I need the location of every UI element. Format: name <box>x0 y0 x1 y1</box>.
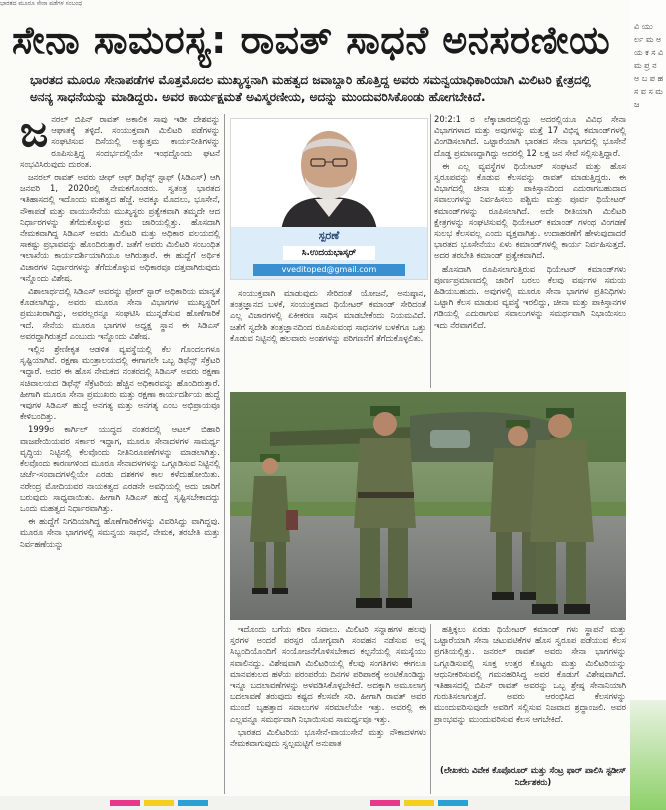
paragraph: ವಿಶಾಲಾರ್ಥದಲ್ಲಿ ಸಿಡಿಎಸ್ ಅವರನ್ನು ಫೋರ್ ಸ್ಟಾರ್ ಅಧಿಕಾರಿಯ ಮಾನ್ಯತೆ ಕೊಡಲಾಗಿದ್ದು, ಅವರು ಮೂರೂ ಸೇನಾ ವಿಭಾಗಗಳ ಮುಖ್ಯಸ್ಥರಿಗೆ ಪ್ರಮುಖರಾಗಿದ್ದು, ಅವರಲ್ಲರನ್ನೂ ಸಂಘಟಿಸಿ ಮುನ್ನಡೆಸುವ ಹೊಣೆಗಾರಿಕೆ ಇದೆ. ಸೇನೆಯ ಮೂರೂ ಭಾಗಗಳ ಅಧ್ಯಕ್ಷ ಸ್ಥಾನ ಈ ಸಿಡಿಎಸ್ ಅವರದ್ದಾಗಿರುತ್ತದೆ ಎಂಬುದು ಇನ್ನೊಂದು ವಿಶೇಷ. <box>20 286 220 341</box>
section-title: ಸ್ಪರಣೆ <box>318 229 340 242</box>
paragraph: ಇಲ್ಲಿನ ಶ್ರೇಣೀಕೃತ ಆಡಳಿತ ವ್ಯವಸ್ಥೆಯಲ್ಲಿ ಕೆಲ ಗೊಂದಲಗಳೂ ಸೃಷ್ಟಿಯಾಗಿವೆ. ರಕ್ಷಣಾ ಮಂತ್ರಾಲಯದಲ್ಲಿ ಈಗಾಗಲೇ ಒಬ್ಬ ಡಿಫೆನ್ಸ್ ಸೆಕ್ರೆಟರಿ ಇದ್ದಾರೆ. ಅದರ ಈ ಹೊಸ ನೇಮಕದ ನಂತರದಲ್ಲಿ ಸಿಡಿಎಸ್ ಅವರು ರಕ್ಷಣಾ ಸಚಿವಾಲಯದ ಡಿಫೆನ್ಸ್ ಸೆಕ್ರೆಟರಿಯ ಹೆಚ್ಚಿನ ಅಧಿಕಾರವನ್ನು ಹೊಂದಿರುತ್ತಾರೆ. ಹೀಗಾಗಿ ಮೂರೂ ಸೇನಾ ಪ್ರಮುಖರು ಮತ್ತು ರಕ್ಷಣಾ ಕಾರ್ಯದರ್ಶಿಯ ಹುದ್ದೆ ಇವುಗಳ ಸಿಡಿಎಸ್ ಹುದ್ದೆ ಅನಗತ್ಯ ಮತ್ತು ಅನಗತ್ಯ ಎಂಬ ಅಭಿಪ್ರಾಯವೂ ಕೇಳಿಬಂದಿತ್ತು. <box>20 344 220 422</box>
author-label <box>231 227 427 279</box>
paragraph: 20:2:1 ರ ಲೆಕ್ಕಾಚಾರದಲ್ಲಿದ್ದು ಅದರಲ್ಲಿಯೂ ವಿವಿಧ ಸೇನಾ ವಿಭಾಗಗಳಾದ ಮತ್ತು ಅವುಗಳನ್ನು ಮತ್ತೆ 17 ವಿಭಿನ್ನ ಕಮಾಂಡ್‌ಗಳಲ್ಲಿ ವಿಂಗಡಿಸಲಾಗಿದೆ. ಒಟ್ಟಾರೆಯಾಗಿ ಭಾರತದ ಸೇನಾ ಭಾಗದಲ್ಲಿ ಭೂಸೇನೆ ದೊಡ್ಡ ಪ್ರಮಾಣದ್ದಾಗಿದ್ದು ಅದರಲ್ಲಿ 12 ಲಕ್ಷ ಜನ ಸೇವೆ ಸಲ್ಲಿಸುತ್ತಿದ್ದಾರೆ. <box>434 114 626 158</box>
print-registration-marks <box>110 800 510 806</box>
column-2-lower <box>230 624 426 794</box>
paragraph: ನರಲ್ ಬಿಪಿನ್ ರಾವತ್ ಅಕಾಲಿಕ ಸಾವು ಇಡೀ ದೇಶವನ್ನು ಆಘಾತಕ್ಕೆ ತಳ್ಳಿದೆ. ಸಂಯುಕ್ತವಾಗಿ ಮಿಲಿಟರಿ ಪಡೆಗಳನ್ನು ಸಂಘಟಿಸುವ ದಿಸೆಯಲ್ಲಿ ಅತ್ಯುತ್ತಮ ಕಾರ್ಯನೀತಿಗಳನ್ನು ರೂಪಿಸುತ್ತಿದ್ದ ಸಂದರ್ಭದಲ್ಲಿಯೇ ಇಂಥದ್ದೊಂದು ಘಟನೆ ಸಂಭವಿಸಿರುವುದು ದುರಂತ. <box>20 114 220 169</box>
paragraph: ಸಂಯುಕ್ತವಾಗಿ ಮಾಡುವುದು ಸೇರಿದಂತೆ ಯೋಜನೆ, ಅನುಷ್ಠಾನ, ತಂತ್ರಜ್ಞಾನದ ಬಳಕೆ, ಸಂಯುಕ್ತವಾದ ಥಿಯೇಟರ್ ಕಮಾಂಡ್ ಸೇರಿದಂತೆ ಎಲ್ಲ ವಿಚಾರಗಳಲ್ಲಿ ಏಕೀಕರಣ ಸಾಧಿಸ ಮಾಡಬೇಕೆಂದು ನಿಯಮವಿದೆ. ಜತೆಗೆ ಸ್ವದೇಶಿ ತಂತ್ರಜ್ಞಾನದಿಂದ ರೂಪಿಸುವಂಥ ಸಾಧನಗಳ ಬಳಕೆಗೂ ಒತ್ತು ಕೊಡುವ ನಿಟ್ಟಿನಲ್ಲಿ ಹಲವಾರು ಅಂಶಗಳನ್ನು ಪರಿಗಣನೆಗೆ ತೆಗೆದುಕೊಳ್ಳಲಿತು. <box>230 288 426 343</box>
author-credit: (ಲೇಖಕರು ವಿವೇಕ ಕೊಪೊರೂರ್ ಮತ್ತು ಸೆಂಟ್ರ ಫಾರ್ ಪಾಲಿಸಿ ಸ್ಟಡೀಸ್ ನಿರ್ದೇಶಕರು) <box>440 765 626 787</box>
page-footer <box>0 796 630 810</box>
dropcap: ಜ <box>20 114 49 156</box>
author-photo <box>259 121 399 231</box>
author-name: ಸಿ.ಉದಯಭಾಸ್ಕರ್ <box>283 246 375 260</box>
adjacent-page-text: ವಿ ಯು ರ್ಲ ಮ ಅ ಯ ಕ ಸ ವಿ ಮ ಪ್ರ ನ ಅ ಬ ಪ ಹ ಸ ವ ಸ ಮ ಜ <box>634 22 664 109</box>
author-email: vveditoped@gmail.com <box>253 264 405 276</box>
page-glare <box>630 700 666 810</box>
soldiers-photo <box>230 392 626 620</box>
subhead: ಭಾರತದ ಮೂರೂ ಸೇನಾಪಡೆಗಳ ಮೊತ್ತಮೊದಲ ಮುಖ್ಯಸ್ಥನಾಗಿ ಮಹತ್ವದ ಜವಾಬ್ದಾರಿ ಹೊತ್ತಿದ್ದ ಅವರು ಸಮನ್ವಯಾಧಿಕಾರಿಯಾಗಿ ಮಿಲಿಟರಿ ಕ್ಷೇತ್ರದಲ್ಲಿ ಅನನ್ಯ ಸಾಧನೆಯನ್ನು ಮಾಡಿದ್ದರು. ಅವರ ಕಾರ್ಯಕ್ಷಮತೆ ಅವಿಸ್ಮರಣೀಯ, ಅದನ್ನು ಮುಂದುವರಿಸಿಕೊಂಡು ಹೋಗಬೇಕಿದೆ. <box>30 73 591 104</box>
paragraph: ಈ ಹುದ್ದೆಗೆ ನಿಗದಿಯಾಗಿದ್ದ ಹೊಣೆಗಾರಿಕೆಗಳನ್ನು ವಿವರಿಸಿದ್ದು ವಾಗಿದ್ದವು. ಮೂರೂ ಸೇನಾ ಭಾಗಗಳಲ್ಲಿ ಸಮನ್ವಯ ಸಾಧನೆ, ನೇಮಕ, ತರಬೇತಿ ಮತ್ತು ನಿರ್ವಹಣೆಯನ್ನು <box>20 516 220 549</box>
paragraph: ಭಾರತದ ಮಿಲಿಟರಿಯ ಭೂಸೇನೆ-ವಾಯುಸೇನೆ ಮತ್ತು ನೌಕಾದಳಗಳು ನೇಮಕವಾಗುವುದು ಸ್ವಲ್ಪಮಟ್ಟಿಗೆ ಅನುಪಾತ <box>230 726 426 749</box>
adjacent-page-edge <box>630 0 666 810</box>
column-2 <box>230 288 426 388</box>
paragraph: ಹತ್ತಿಕ್ಕಲು ಏರಡು ಥಿಯೇಟರ್ ಕಮಾಂಡ್ ಗಳು ಸ್ಥಾಪನೆ ಮತ್ತು ಒಟ್ಟಾರೆಯಾಗಿ ಸೇನಾ ಚಟುವಟಿಕೆಗಳ ಹೊಸ ಸ್ವರೂಪ ಪಡೆಯುವ ಕೆಲಸ ಪ್ರಗತಿಯಲ್ಲಿತ್ತು. ಜನರಲ್ ರಾವತ್ ಅವರು ಸೇನಾ ಭಾಗಗಳನ್ನು ಒಗ್ಗೂಡಿಸುವಲ್ಲಿ ಸೂಕ್ತ ಉತ್ತರ ಕೊಟ್ಟರು ಮತ್ತು ಮಿಲಿಟರಿಯನ್ನು ಆಧುನೀಕರಿಸುವಲ್ಲಿ ಗಮನಹರಿಸಿದ್ದ ಅವರ ಕೊಡುಗೆ ವಿಶೇಷವಾಗಿದೆ. ಇತಿಹಾಸದಲ್ಲಿ ಬಿಪಿನ್ ರಾವತ್ ಅವರನ್ನು ಒಬ್ಬ ಶ್ರೇಷ್ಠ ಸೇನಾನಿಯಾಗಿ ಗುರುತಿಸಲಾಗುತ್ತದೆ. ಅವರು ಆರಂಭಿಸಿದ ಕೆಲಸಗಳನ್ನು ಮುಂದುವರಿಸುವುದೇ ಅವರಿಗೆ ಸಲ್ಲಿಸುವ ನಿಜವಾದ ಶ್ರದ್ಧಾಂಜಲಿ. ಅವರ ಪ್ರಾಂಭವನ್ನು ಮುಂದುವರಿಸುವ ಕೆಲಸ ಆಗಬೇಕಿದೆ. <box>434 624 626 724</box>
column-divider <box>430 624 431 794</box>
column-1 <box>20 114 220 796</box>
column-divider <box>224 114 225 794</box>
column-divider <box>430 114 431 388</box>
column-3-lower <box>434 624 626 762</box>
top-strip: ಭಾರತದ ಮೂರೂ ಸೇನಾ ಪಡೆಗಳ ಸಂಬಂಧ <box>0 0 83 7</box>
author-portrait-image <box>259 121 399 231</box>
paragraph: 1999ರ ಕಾರ್ಗಿಲ್ ಯುದ್ಧದ ನಂತರದಲ್ಲಿ ಆಟಲ್ ಬಿಹಾರಿ ವಾಜಪೇಯಿಯವರ ಸರ್ಕಾರ ಇದ್ದಾಗ, ಮೂರೂ ಸೇನಾದಳಗಳ ಸಾಮರ್ಥ್ಯ ವೃದ್ಧಿಯ ನಿಟ್ಟಿನಲ್ಲಿ ಕೆಲವೊಂದು ನೀತಿನಿರೂಪಣೆಗಳನ್ನು ಮಾಡಲಾಗಿತ್ತು. ಕೆಲವೊಂದು ಕಾರಣಗಳಿಂದ ಮೂರೂ ಸೇನಾದಳಗಳನ್ನು ಒಗ್ಗೂಡಿಸುವ ನಿಟ್ಟಿನಲ್ಲಿ ಚರ್ಚೆ-ಸಂವಾದಗಳಲ್ಲಿಯೇ ಎರಡು ದಶಕಗಳ ಕಾಲ ಕಳೆದುಹೋಯಿತು. ನರೇಂದ್ರ ಮೋದಿಯವರ ನಾಯಕತ್ವದ ಎರಡನೇ ಅವಧಿಯಲ್ಲಿ ಅದು ಜಾರಿಗೆ ಬರುವುದು ಸಾಧ್ಯವಾಯಿತು. ಹೀಗಾಗಿ ಸಿಡಿಎಸ್ ಹುದ್ದೆ ಸೃಷ್ಟಿಸಬೇಕಾದದ್ದು ಒಂದು ಮಹತ್ವದ ನಿರ್ಧಾರವಾಗಿತ್ತು. <box>20 424 220 513</box>
paragraph: ಹೊಸದಾಗಿ ರೂಪಿಸಲಾಗುತ್ತಿರುವ ಥಿಯೇಟರ್ ಕಮಾಂಡ್‌ಗಳು ಪೂರ್ಣಪ್ರಮಾಣದಲ್ಲಿ ಜಾರಿಗೆ ಬರಲು ಕೆಲವು ವರ್ಷಗಳ ಸಮಯ ಹಿಡಿಯಬಹುದು. ಅವುಗಳಲ್ಲಿ ಮೂರೂ ಸೇನಾ ಭಾಗಗಳ ಪ್ರತಿನಿಧಿಗಳು ಒಟ್ಟಾಗಿ ಕೆಲಸ ಮಾಡುವ ವ್ಯವಸ್ಥೆ ಇರಲಿದ್ದು, ಚೀನಾ ಮತ್ತು ಪಾಕಿಸ್ತಾನಗಳ ಗಡಿಯಲ್ಲಿ ಎದುರಾಗುವ ಸವಾಲುಗಳನ್ನು ಸಮರ್ಥವಾಗಿ ನಿಭಾಯಿಸಲು ಇದು ನೆರವಾಗಲಿದೆ. <box>434 263 626 330</box>
paragraph: ಜನರಲ್ ರಾವತ್ ಅವರು ಚೀಫ್ ಆಫ್ ಡಿಫೆನ್ಸ್ ಸ್ಟಾಫ್ (ಸಿಡಿಎಸ್) ಆಗಿ ಜನವರಿ 1, 2020ರಲ್ಲಿ ನೇಮಕಗೊಂಡರು. ಸ್ವತಂತ್ರ ಭಾರತದ ಇತಿಹಾಸದಲ್ಲಿ ಇದೊಂದು ಮಹತ್ವದ ಹೆಜ್ಜೆ. ಅದಕ್ಕೂ ಮೊದಲು, ಭೂಸೇನೆ, ನೌಕಾಪಡೆ ಮತ್ತು ವಾಯುಸೇನೆಯ ಮುಖ್ಯಸ್ಥರು ಪ್ರತ್ಯೇಕವಾಗಿ ತಮ್ಮದೇ ಆದ ನಿರ್ಧಾರಗಳನ್ನು ತೆಗೆದುಕೊಳ್ಳುವ ಕ್ರಮ ಜಾರಿಯಲ್ಲಿತ್ತು. ಹೊಸದಾಗಿ ನೇಮಕವಾಗಿದ್ದ ಸಿಡಿಎಸ್ ಅವರು ಮಿಲಿಟರಿ ಮತ್ತು ಅಧಿಕಾರ ವಲಯದಲ್ಲಿ ಸಾಕಷ್ಟು ಪ್ರಭಾವವನ್ನು ಹೊಂದಿರುತ್ತಾರೆ. ಜತೆಗೆ ಅವರು ಮಿಲಿಟರಿ ಸಂಬಂಧಿತ ಇಲಾಖೆಯ ಕಾರ್ಯದರ್ಶಿಯಾಗಿಯೂ ಆಗಿರುತ್ತಾರೆ. ಈ ಹುದ್ದೆಗೆ ಅರ್ಥಿಕ ವಿಚಾರಗಳ ನಿರ್ಧಾರಗಳನ್ನು ತೆಗೆದುಕೊಳ್ಳುವ ಅಧಿಕಾರವೂ ದತ್ತವಾಗಿರುವುದು ಇನ್ನೊಂದು ವಿಶೇಷ. <box>20 172 220 283</box>
paragraph: ಈ ಎಲ್ಲ ವ್ಯವಸ್ಥೆಗಳ ಥಿಯೇಟರ್ ಸಂಘಟನೆ ಮತ್ತು ಹೊಸ ಸ್ವರೂಪವನ್ನು ಕೊಡುವ ಕೆಲಸವನ್ನು ರಾವತ್ ಮಾಡುತ್ತಿದ್ದರು. ಈ ವಿಭಾಗದಲ್ಲಿ ಚೀನಾ ಮತ್ತು ಪಾಕಿಸ್ತಾನದಿಂದ ಎದುರಾಗಬಹುದಾದ ಸವಾಲುಗಳನ್ನು ನಿರ್ವಹಿಸಲು ಪಶ್ಚಿಮ ಮತ್ತು ಪೂರ್ವ ಥಿಯೇಟರ್ ಕಮಾಂಡ್‌ಗಳನ್ನು ರೂಪಿಸಲಾಗಿದೆ. ಅದೇ ರೀತಿಯಾಗಿ ಮಿಲಿಟರಿ ಕ್ಷೇತ್ರಗಳನ್ನು ಸಂಘಟಿಸುವಲ್ಲಿ ಥಿಯೇಟರ್ ಕಮಾಂಡ್ ಗಳಂಥ ವಿಂಗಡಣೆ ಸುಲಭ ಕೆಲಸವಲ್ಲ ಎಂದು ವ್ಯಕ್ತವಾಗಿತ್ತು. ಉದಾಹರಣೆಗೆ ಹೇಳುವುದಾದರೆ ಭಾರತದ ಭೂಸೇನೆಯು ಏಳು ಕಮಾಂಡ್‌ಗಳಲ್ಲಿ ಕಾರ್ಯ ನಿರ್ವಹಿಸುತ್ತದೆ. ಅದರ ತರಬೇತಿ ಕಮಾಂಡ್ ಪ್ರತ್ಯೇಕವಾಗಿದೆ. <box>434 160 626 261</box>
headline: ಸೇನಾ ಸಾಮರಸ್ಯ: ರಾವತ್ ಸಾಧನೆ ಅನಸರಣೀಯ <box>12 18 611 62</box>
paragraph: ಇದೊಂದು ಬಗೆಯ ಕಠಿಣ ಸವಾಲು. ಮಿಲಿಟರಿ ಸನ್ನಾಹಗಳ ಹಲವು ಸ್ತರಗಳ ಅಂದರೆ ಪರಸ್ಪರ ಯೋಗ್ಯವಾಗಿ ಸಂವಹನ ನಡೆಸುವ ಅನ್ನ ಸಿಬ್ಬಂದಿಯೊಂದಿಗೆ ಸಂಯೋಜನೆಗೊಳಿಸಬೇಕಾದ ಕಲ್ಪನೆಯಲ್ಲಿ ಸಮಸ್ಯೆಯು ಸವಾಲಿನದ್ದು. ವಿಶೇಷವಾಗಿ ಮಿಲಿಟರಿಯಲ್ಲಿ ಕೆಲವು ಸಂಗತಿಗಳು ಈಗಲೂ ಮಾನವಕುಲದ ಹಳೆಯ ಪರಂಪರೆಯ ದಿನಗಳ ಪರಿಪಾಠಕ್ಕೆ ಅಂಟಿಕೊಂಡಿದ್ದು ಇನ್ನೂ ಬದಲಾವಣೆಗಳನ್ನು ಅಳವಡಿಸಿಕೊಳ್ಳಬೇಕಿದೆ. ಅದಕ್ಕಾಗಿ ಅಮೂಲಾಗ್ರ ಬದಲಾವಣೆ ತರುವುದು ಕಷ್ಟದ ಕೆಲಸವೇ ಸರಿ. ಹೀಗಾಗಿ ರಾವತ್ ಅವರ ಮುಂದೆ ಬೃಹತ್ತಾದ ಸವಾಲುಗಳ ಸರಮಾಲೆಯೇ ಇತ್ತು. ಅವರಲ್ಲಿ ಈ ಎಲ್ಲವನ್ನೂ ಸಮರ್ಥವಾಗಿ ನಿಭಾಯಿಸುವ ಸಾಮರ್ಥ್ಯವೂ ಇತ್ತು. <box>230 624 426 724</box>
soldiers-photo-image <box>230 392 626 620</box>
column-3 <box>434 114 626 388</box>
author-box <box>230 118 428 280</box>
